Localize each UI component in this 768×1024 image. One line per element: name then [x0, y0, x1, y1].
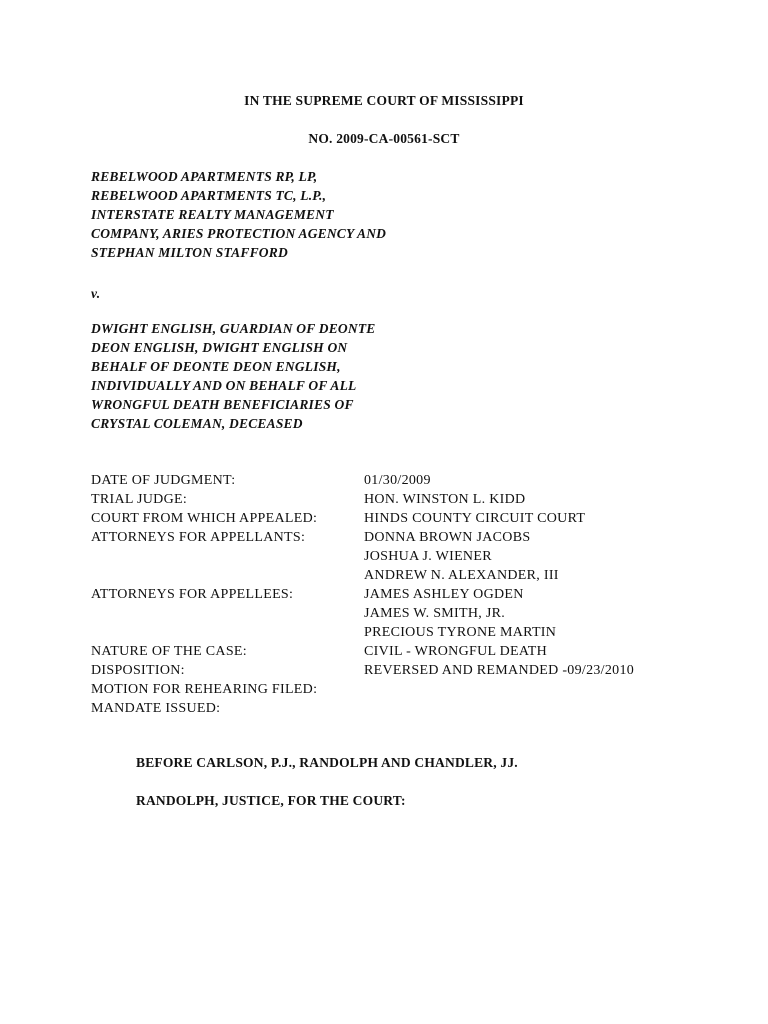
info-value: 01/30/2009: [364, 473, 431, 488]
info-row-attorneys-appellees: [91, 585, 634, 642]
appellee-line: BEHALF OF DEONTE DEON ENGLISH,: [91, 359, 341, 374]
appellant-line: COMPANY, ARIES PROTECTION AGENCY AND: [91, 226, 387, 241]
panel-line: BEFORE CARLSON, P.J., RANDOLPH AND CHANDLER, JJ.: [136, 755, 518, 770]
info-value: JAMES ASHLEY OGDEN: [364, 587, 524, 602]
info-label: TRIAL JUDGE:: [91, 492, 188, 507]
appellee-line: DWIGHT ENGLISH, GUARDIAN OF DEONTE: [91, 321, 376, 336]
info-label: MOTION FOR REHEARING FILED:: [91, 682, 318, 697]
info-row-mandate-issued: [91, 699, 634, 718]
info-value: PRECIOUS TYRONE MARTIN: [364, 625, 557, 640]
appellee-line: INDIVIDUALLY AND ON BEHALF OF ALL: [91, 378, 357, 393]
appellant-line: REBELWOOD APARTMENTS RP, LP,: [91, 169, 318, 184]
appellee-line: DEON ENGLISH, DWIGHT ENGLISH ON: [91, 340, 348, 355]
info-label: NATURE OF THE CASE:: [91, 644, 247, 659]
info-label: ATTORNEYS FOR APPELLEES:: [91, 587, 294, 602]
info-value: JAMES W. SMITH, JR.: [364, 606, 506, 621]
info-row-motion-rehearing: [91, 680, 634, 699]
info-value: HON. WINSTON L. KIDD: [364, 492, 526, 507]
info-row-trial-judge: [91, 490, 634, 509]
info-value: JOSHUA J. WIENER: [364, 549, 492, 564]
versus-label: v.: [91, 286, 101, 301]
info-value: HINDS COUNTY CIRCUIT COURT: [364, 511, 586, 526]
appellee-line: WRONGFUL DEATH BENEFICIARIES OF: [91, 397, 354, 412]
info-value: DONNA BROWN JACOBS: [364, 530, 531, 545]
appellees-block: [91, 319, 511, 433]
appellants-block: [91, 167, 511, 262]
appellant-line: INTERSTATE REALTY MANAGEMENT: [91, 207, 334, 222]
info-label: DISPOSITION:: [91, 663, 185, 678]
info-row-disposition: [91, 661, 634, 680]
info-label: COURT FROM WHICH APPEALED:: [91, 511, 318, 526]
appellant-line: REBELWOOD APARTMENTS TC, L.P.,: [91, 188, 327, 203]
appellant-line: STEPHAN MILTON STAFFORD: [91, 245, 288, 260]
appellee-line: CRYSTAL COLEMAN, DECEASED: [91, 416, 303, 431]
info-value: REVERSED AND REMANDED -09/23/2010: [364, 663, 635, 678]
info-label: MANDATE ISSUED:: [91, 701, 221, 716]
info-label: ATTORNEYS FOR APPELLANTS:: [91, 530, 306, 545]
info-row-attorneys-appellants: [91, 528, 634, 585]
opinion-author-line: RANDOLPH, JUSTICE, FOR THE COURT:: [136, 793, 406, 808]
court-title: IN THE SUPREME COURT OF MISSISSIPPI: [244, 93, 524, 108]
case-info-table: [91, 471, 634, 718]
info-value: ANDREW N. ALEXANDER, III: [364, 568, 559, 583]
docket-number: NO. 2009-CA-00561-SCT: [308, 131, 460, 146]
info-value: CIVIL - WRONGFUL DEATH: [364, 644, 548, 659]
info-row-nature-of-case: [91, 642, 634, 661]
info-row-date-of-judgment: [91, 471, 634, 490]
info-row-court-appealed: [91, 509, 634, 528]
info-label: DATE OF JUDGMENT:: [91, 473, 236, 488]
